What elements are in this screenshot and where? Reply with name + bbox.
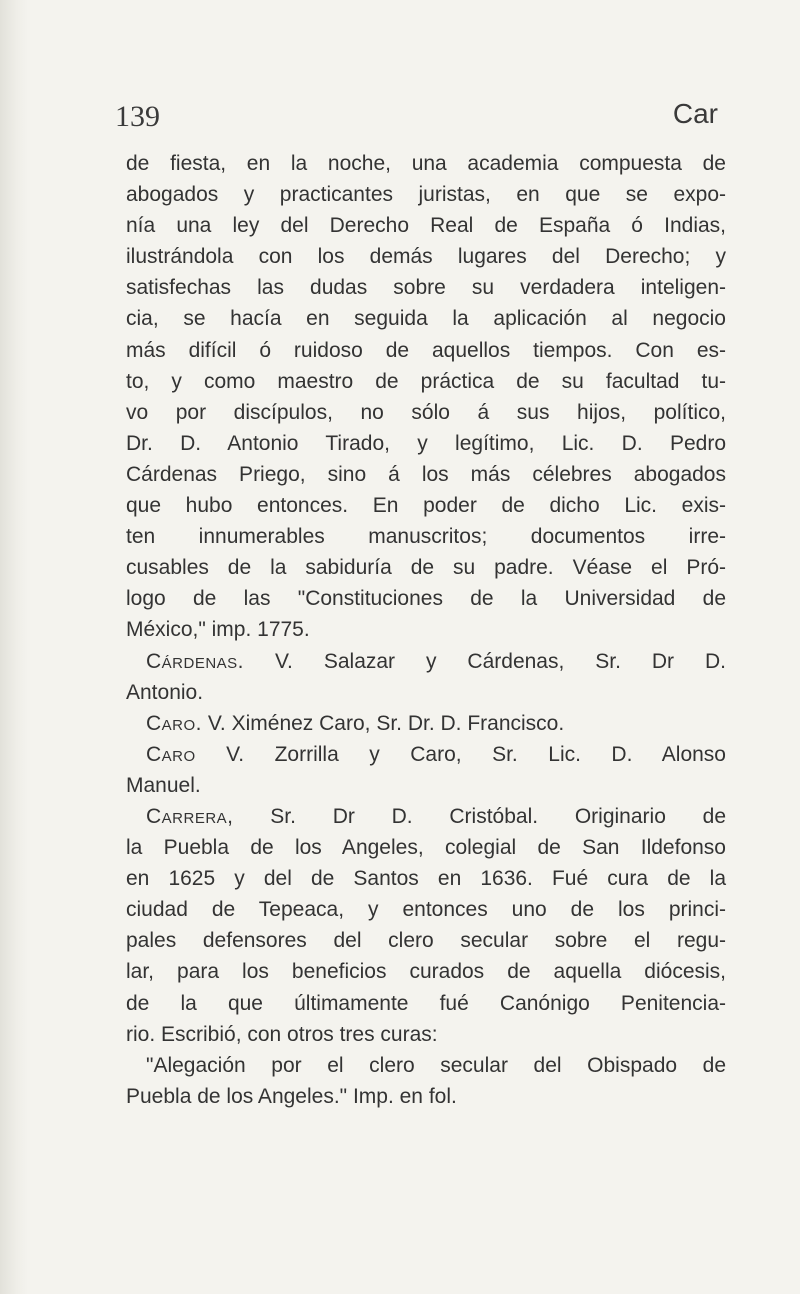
text-line	[126, 770, 726, 801]
text-line	[126, 272, 726, 303]
text-line	[126, 552, 726, 583]
line-text: ilustrándola con los demás lugares del Derecho; y	[126, 245, 726, 269]
text-line	[126, 428, 726, 459]
line-text: logo de las "Constituciones de la Universidad de	[126, 587, 726, 611]
line-text: "Alegación por el clero secular del Obispado de	[146, 1053, 726, 1077]
line-text: abogados y practicantes juristas, en que se expo-	[126, 183, 726, 207]
text-line	[126, 179, 726, 210]
line-text: Sr. Dr D. Cristóbal. Originario de	[233, 804, 726, 828]
text-line	[126, 397, 726, 428]
line-text: Puebla de los Angeles." Imp. en fol.	[126, 1084, 457, 1108]
line-text: rio. Escribió, con otros tres curas:	[126, 1022, 438, 1046]
text-line	[126, 739, 726, 770]
text-line	[126, 366, 726, 397]
line-text: Antonio.	[126, 680, 204, 704]
line-text: la Puebla de los Angeles, colegial de San Ildefonso	[126, 836, 726, 860]
line-text: de la que últimamente fué Canónigo Penitencia-	[126, 991, 726, 1015]
text-line	[126, 956, 726, 987]
text-line	[126, 1050, 726, 1081]
line-text: V. Ximénez Caro, Sr. Dr. D. Francisco.	[202, 711, 565, 735]
line-text: to, y como maestro de práctica de su facultad tu-	[126, 369, 726, 393]
line-text: cia, se hacía en seguida la aplicación al negocio	[126, 307, 726, 331]
line-text: Manuel.	[126, 773, 201, 797]
text-line	[126, 801, 726, 832]
text-line	[126, 459, 726, 490]
text-line	[126, 677, 726, 708]
text-line	[126, 925, 726, 956]
text-line	[126, 148, 726, 179]
text-line	[126, 303, 726, 334]
text-line	[126, 863, 726, 894]
text-line	[126, 210, 726, 241]
line-text: ten innumerables manuscritos; documentos irre-	[126, 525, 726, 549]
line-text: V. Zorrilla y Caro, Sr. Lic. D. Alonso	[195, 742, 726, 766]
line-text: Dr. D. Antonio Tirado, y legítimo, Lic. D. Pedro	[126, 431, 726, 455]
text-line	[126, 708, 726, 739]
text-line	[126, 988, 726, 1019]
line-text: pales defensores del clero secular sobre el regu-	[126, 929, 726, 953]
entry-heading: Cárdenas.	[146, 649, 245, 673]
page-gutter-shadow	[0, 0, 28, 1294]
line-text: nía una ley del Derecho Real de España ó Indias,	[126, 214, 726, 238]
text-line	[126, 241, 726, 272]
line-text: de fiesta, en la noche, una academia compuesta de	[126, 152, 726, 175]
line-text: más difícil ó ruidoso de aquellos tiempos. Con es-	[126, 338, 726, 362]
body-text	[126, 148, 726, 1112]
entry-heading: Caro	[146, 742, 196, 766]
line-text: que hubo entonces. En poder de dicho Lic. exis-	[126, 494, 726, 518]
text-line	[126, 614, 726, 645]
page-number: 139	[115, 100, 160, 133]
line-text: satisfechas las dudas sobre su verdadera inteligen-	[126, 276, 726, 300]
text-line	[126, 490, 726, 521]
text-line	[126, 646, 726, 677]
line-text: México," imp. 1775.	[126, 618, 310, 642]
line-text: vo por discípulos, no sólo á sus hijos, político,	[126, 400, 726, 424]
text-line	[126, 894, 726, 925]
line-text: cusables de la sabiduría de su padre. Véase el Pró-	[126, 556, 726, 580]
line-text: ciudad de Tepeaca, y entonces uno de los princi-	[126, 898, 726, 922]
line-text: en 1625 y del de Santos en 1636. Fué cura de la	[126, 867, 726, 891]
running-head: Car	[672, 98, 718, 129]
text-line	[126, 832, 726, 863]
text-line	[126, 335, 726, 366]
entry-heading: Carrera,	[146, 804, 234, 828]
entry-heading: Caro.	[146, 711, 203, 735]
line-text: lar, para los beneficios curados de aquella diócesis,	[126, 960, 726, 984]
text-line	[126, 1019, 726, 1050]
text-line	[126, 583, 726, 614]
line-text: V. Salazar y Cárdenas, Sr. Dr D.	[244, 649, 726, 673]
line-text: Cárdenas Priego, sino á los más célebres abogados	[126, 462, 726, 486]
text-line	[126, 1081, 726, 1112]
text-line	[126, 521, 726, 552]
